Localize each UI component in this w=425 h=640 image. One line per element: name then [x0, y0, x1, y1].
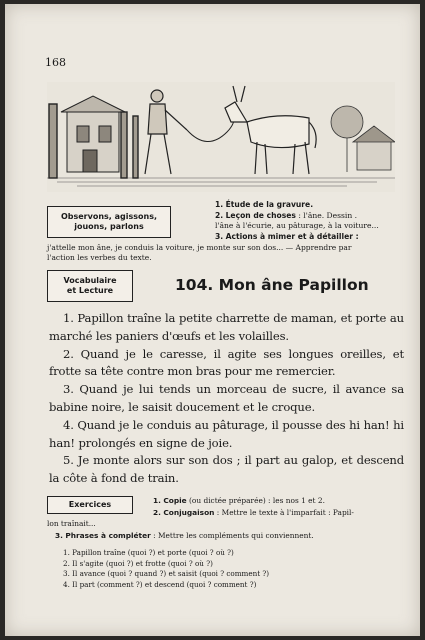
instruction-2-label: Leçon de choses [225, 211, 296, 220]
paragraph-3: 3. Quand je lui tends un morceau de sucre, il avance sa babine noire, le saisit doucement et le croque. [49, 382, 404, 414]
exercices-box [47, 496, 133, 514]
exercise-2-continued: lon traînait... [47, 519, 96, 528]
vocabulaire-label-line-1: Vocabulaire [63, 276, 117, 285]
instruction-1-number: 1. [215, 200, 224, 209]
instruction-3 [215, 232, 359, 242]
exercise-1-label: Copie [163, 496, 187, 505]
exercise-3-label: Phrases à compléter [65, 531, 151, 540]
instruction-2-text: : l'âne. Dessin . [298, 211, 358, 220]
list-item: 4. Il part (comment ?) et descend (quoi ? comment ?) [63, 579, 257, 589]
instruction-3-number: 3. [215, 232, 224, 241]
exercise-1 [153, 496, 325, 506]
page-number: 168 [45, 56, 66, 69]
book-page [5, 4, 420, 636]
exercise-2 [153, 508, 354, 518]
reading-text [49, 310, 404, 488]
exercise-2-label: Conjugaison [163, 508, 215, 517]
list-item: 1. Papillon traîne (quoi ?) et porte (quoi ? où ?) [63, 548, 234, 557]
instruction-3-line-1: j'attelle mon âne, je conduis la voiture, je monte sur son dos... — Apprendre par [47, 243, 352, 252]
vocabulaire-label-line-2: et Lecture [66, 286, 114, 295]
exercices-label: Exercices [68, 500, 112, 509]
completion-list [63, 548, 269, 590]
exercise-3 [55, 531, 314, 541]
instruction-2-continued: l'âne à l'écurie, au pâturage, à la voiture... [215, 221, 379, 230]
list-item: 3. Il avance (quoi ? quand ?) et saisit (quoi ? comment ?) [63, 569, 270, 579]
paragraph-5: 5. Je monte alors sur son dos ; il part au galop, et descend la côte à fond de train. [49, 453, 404, 486]
observons-box [47, 206, 171, 238]
instruction-2 [215, 211, 357, 221]
exercise-3-number: 3. [55, 531, 63, 540]
paragraph-2: 2. Quand je le caresse, il agite ses longues oreilles, et frotte sa tête contre mon bras pour me remercier. [49, 346, 404, 379]
instruction-1-text: Étude de la gravure. [225, 200, 314, 209]
paragraph-4: 4. Quand je le conduis au pâturage, il pousse des hi han! hi han! prolongés en signe de joie. [49, 417, 404, 450]
paragraph-1: 1. Papillon traîne la petite charrette de maman, et porte au marché les paniers d'œufs et les volailles. [49, 311, 404, 343]
exercise-2-number: 2. [153, 508, 161, 517]
lesson-title: 104. Mon âne Papillon [175, 276, 369, 294]
exercise-2-text: : Mettre le texte à l'imparfait : Papil- [216, 508, 354, 517]
list-item: 2. Il s'agite (quoi ?) et frotte (quoi ? où ?) [63, 558, 213, 568]
exercise-1-number: 1. [153, 496, 161, 505]
instruction-1 [215, 200, 313, 210]
instruction-3-label: Actions à mimer et à détailler : [225, 232, 359, 241]
observons-label: Observons, agissons, jouons, parlons [60, 212, 158, 231]
instruction-3-line-2: l'action les verbes du texte. [47, 253, 152, 262]
vocabulaire-box [47, 270, 133, 302]
exercise-3-text: : Mettre les compléments qui conviennent. [153, 531, 314, 540]
donkey-engraving-illustration [47, 82, 395, 192]
exercise-1-text: (ou dictée préparée) : les nos 1 et 2. [189, 496, 325, 505]
instruction-2-number: 2. [215, 211, 224, 220]
